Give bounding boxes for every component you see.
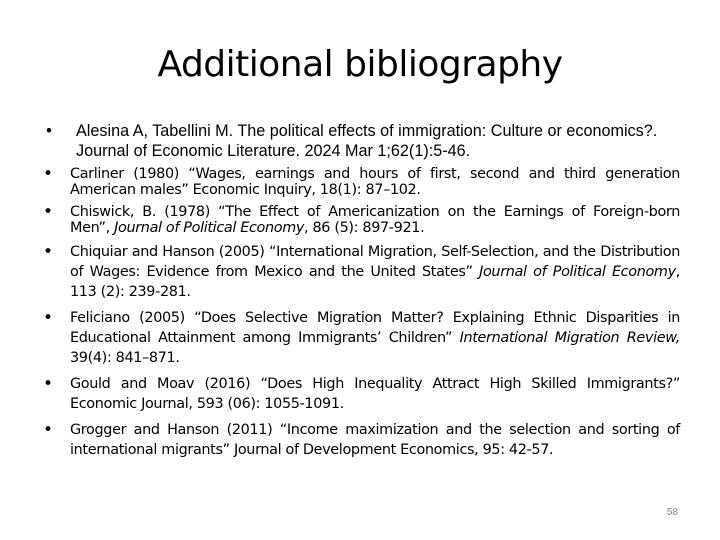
bullet-icon: • — [43, 242, 53, 262]
bullet-icon: • — [43, 164, 53, 184]
reference-details: , 113 (2): 239-281. — [70, 264, 680, 300]
bibliography-list — [40, 121, 680, 466]
reference-text: Gould and Moav (2016) “Does High Inequality Attract High Skilled Immigrants?” Economic Journal, 593 (06): 1055-1091. — [70, 376, 680, 412]
reference-item — [40, 420, 680, 460]
reference-item — [40, 121, 680, 161]
bullet-icon: • — [43, 202, 53, 222]
page-number: 58 — [666, 507, 678, 518]
slide-title: Additional bibliography — [157, 44, 563, 85]
reference-text: Carliner (1980) “Wages, earnings and hours of first, second and third generation American males” Economic Inquiry, 18(1): 87–102. — [70, 166, 680, 198]
reference-journal: Journal of Political Economy — [114, 220, 305, 236]
reference-journal: International Migration Review, — [459, 330, 680, 346]
reference-item — [40, 308, 680, 368]
reference-details: 39(4): 841–871. — [70, 350, 180, 366]
reference-item — [40, 242, 680, 302]
reference-item — [40, 166, 680, 198]
reference-item — [40, 374, 680, 414]
bullet-icon: • — [43, 420, 53, 440]
bullet-icon: • — [43, 374, 53, 394]
bullet-icon: • — [46, 121, 52, 140]
reference-text: Grogger and Hanson (2011) “Income maximization and the selection and sorting of international migrants” Journal of Development Economics, 95: 42-57. — [70, 422, 680, 458]
reference-text: Alesina A, Tabellini M. The political effects of immigration: Culture or economics?. Journal of Economic Literature. 2024 Mar 1;62(1):5-46. — [76, 122, 658, 160]
reference-text: Feliciano (2005) “Does Selective Migration Matter? Explaining Ethnic Disparities in Educational Attainment among Immigrants’ Children” — [70, 310, 680, 346]
bullet-icon: • — [43, 308, 53, 328]
reference-item — [40, 204, 680, 236]
reference-text: Chiswick, B. (1978) “The Effect of Americanization on the Earnings of Foreign-born Men”, — [70, 204, 680, 236]
reference-text: Chiquiar and Hanson (2005) “International Migration, Self-Selection, and the Distribution of Wages: Evidence from Mexico and the United States” — [70, 244, 680, 280]
reference-details: , 86 (5): 897-921. — [304, 220, 425, 236]
reference-journal: Journal of Political Economy — [479, 264, 676, 280]
